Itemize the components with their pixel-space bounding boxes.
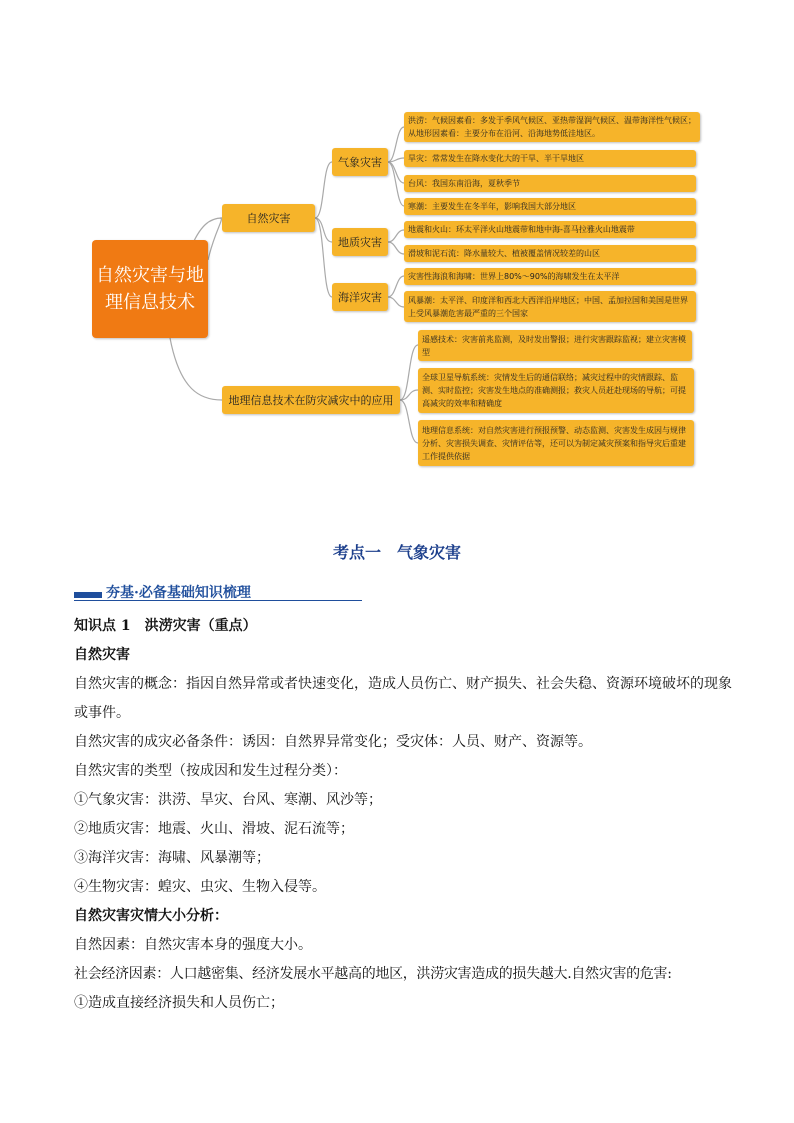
sub-weather-disasters (332, 148, 388, 176)
branch-natural-disasters (222, 204, 315, 232)
leaf-earthquake-volcano (404, 221, 696, 238)
sub-geological-disasters (332, 228, 388, 256)
branch-geoinfo-applications (222, 386, 400, 414)
mindmap-root (92, 240, 208, 338)
leaf-tsunami (404, 268, 696, 285)
leaf-flood-text: 洪涝：气候因素看：多发于季风气候区、亚热带湿润气候区、温带海洋性气候区；从地形因素看：主要分布在沿河、沿海地势低洼地区。 (408, 116, 696, 138)
leaf-gnss-text: 全球卫星导航系统：灾情发生后的通信联络；减灾过程中的灾情跟踪、监测、实时监控；灾害发生地点的准确测报；救灾人员赶赴现场的导航；可提高减灾的效率和精确度 (422, 373, 686, 408)
document-body (74, 612, 734, 1018)
list-item-biological: ④生物灾害：蝗灾、虫灾、生物入侵等。 (74, 879, 326, 895)
subheading-natural-disasters: 自然灾害 (74, 647, 130, 663)
sub-ocean-disasters (332, 283, 388, 311)
leaf-quake-text: 地震和火山：环太平洋火山地震带和地中海-喜马拉雅火山地震带 (408, 225, 635, 234)
leaf-storm-surge (404, 291, 696, 322)
sub-geo-label: 地质灾害 (338, 236, 382, 249)
sub-weather-label: 气象灾害 (338, 156, 382, 169)
leaf-typhoon-text: 台风：我国东南沿海，夏秋季节 (408, 179, 520, 188)
leaf-rs-text: 遥感技术：灾害前兆监测，及时发出警报；进行灾害跟踪监视；建立灾害模型 (422, 334, 686, 357)
leaf-storm-text: 风暴潮：太平洋、印度洋和西北大西洋沿岸地区；中国、孟加拉国和美国是世界上受风暴潮危害最严重的三个国家 (408, 295, 688, 318)
leaf-cold-wave (404, 198, 696, 215)
section-title: 夯基·必备基础知识梳理 (106, 585, 251, 601)
leaf-flood (404, 112, 700, 142)
leaf-cold-text: 寒潮：主要发生在冬半年，影响我国大部分地区 (408, 202, 576, 211)
sub-ocean-label: 海洋灾害 (338, 291, 382, 304)
list-item-ocean: ③海洋灾害：海啸、风暴潮等； (74, 850, 270, 866)
mind-map (0, 0, 794, 480)
leaf-gnss (418, 368, 694, 413)
paragraph-conditions: 自然灾害的成灾必备条件：诱因：自然界异常变化；受灾体：人员、财产、资源等。 (74, 734, 592, 750)
leaf-landslide-text: 滑坡和泥石流：降水量较大、植被覆盖情况较差的山区 (408, 249, 600, 258)
section-band (74, 592, 102, 598)
leaf-drought (404, 150, 696, 167)
mindmap-root-label: 自然灾害与地理信息技术 (96, 265, 204, 313)
paragraph-natural-factors: 自然因素：自然灾害本身的强度大小。 (74, 937, 312, 953)
list-item-harm-1: ①造成直接经济损失和人员伤亡； (74, 995, 284, 1011)
leaf-tsunami-text: 灾害性海浪和海啸：世界上80%～90%的海啸发生在太平洋 (408, 272, 620, 281)
branch-geoinfo-label: 地理信息技术在防灾减灾中的应用 (228, 394, 394, 407)
leaf-remote-sensing (418, 330, 692, 361)
leaf-landslide (404, 245, 696, 262)
leaf-gis-text: 地理信息系统：对自然灾害进行预报预警、动态监测、灾害发生成因与规律分析、灾害损失调查、灾情评估等，还可以为制定减灾预案和指导灾后重建工作提供依据 (422, 425, 686, 461)
leaf-typhoon (404, 175, 696, 192)
subheading-severity: 自然灾害灾情大小分析： (74, 908, 228, 924)
leaf-gis (418, 420, 694, 466)
leaf-drought-text: 旱灾：常常发生在降水变化大的干旱、半干旱地区 (408, 154, 584, 163)
list-item-geological: ②地质灾害：地震、火山、滑坡、泥石流等； (74, 821, 354, 837)
page-heading: 考点一 气象灾害 (332, 543, 461, 562)
list-item-weather: ①气象灾害：洪涝、旱灾、台风、寒潮、风沙等； (74, 792, 382, 808)
knowledge-point-title: 知识点 1 洪涝灾害（重点） (74, 618, 257, 634)
paragraph-types: 自然灾害的类型（按成因和发生过程分类）： (74, 763, 347, 779)
paragraph-social-factors: 社会经济因素：人口越密集、经济发展水平越高的地区，洪涝灾害造成的损失越大.自然灾害的危害: (74, 966, 672, 982)
paragraph-definition: 自然灾害的概念：指因自然异常或者快速变化，造成人员伤亡、财产损失、社会失稳、资源环境破坏的现象或事件。 (74, 676, 732, 721)
section-header (74, 582, 362, 602)
branch-natural-disasters-label: 自然灾害 (246, 212, 291, 225)
